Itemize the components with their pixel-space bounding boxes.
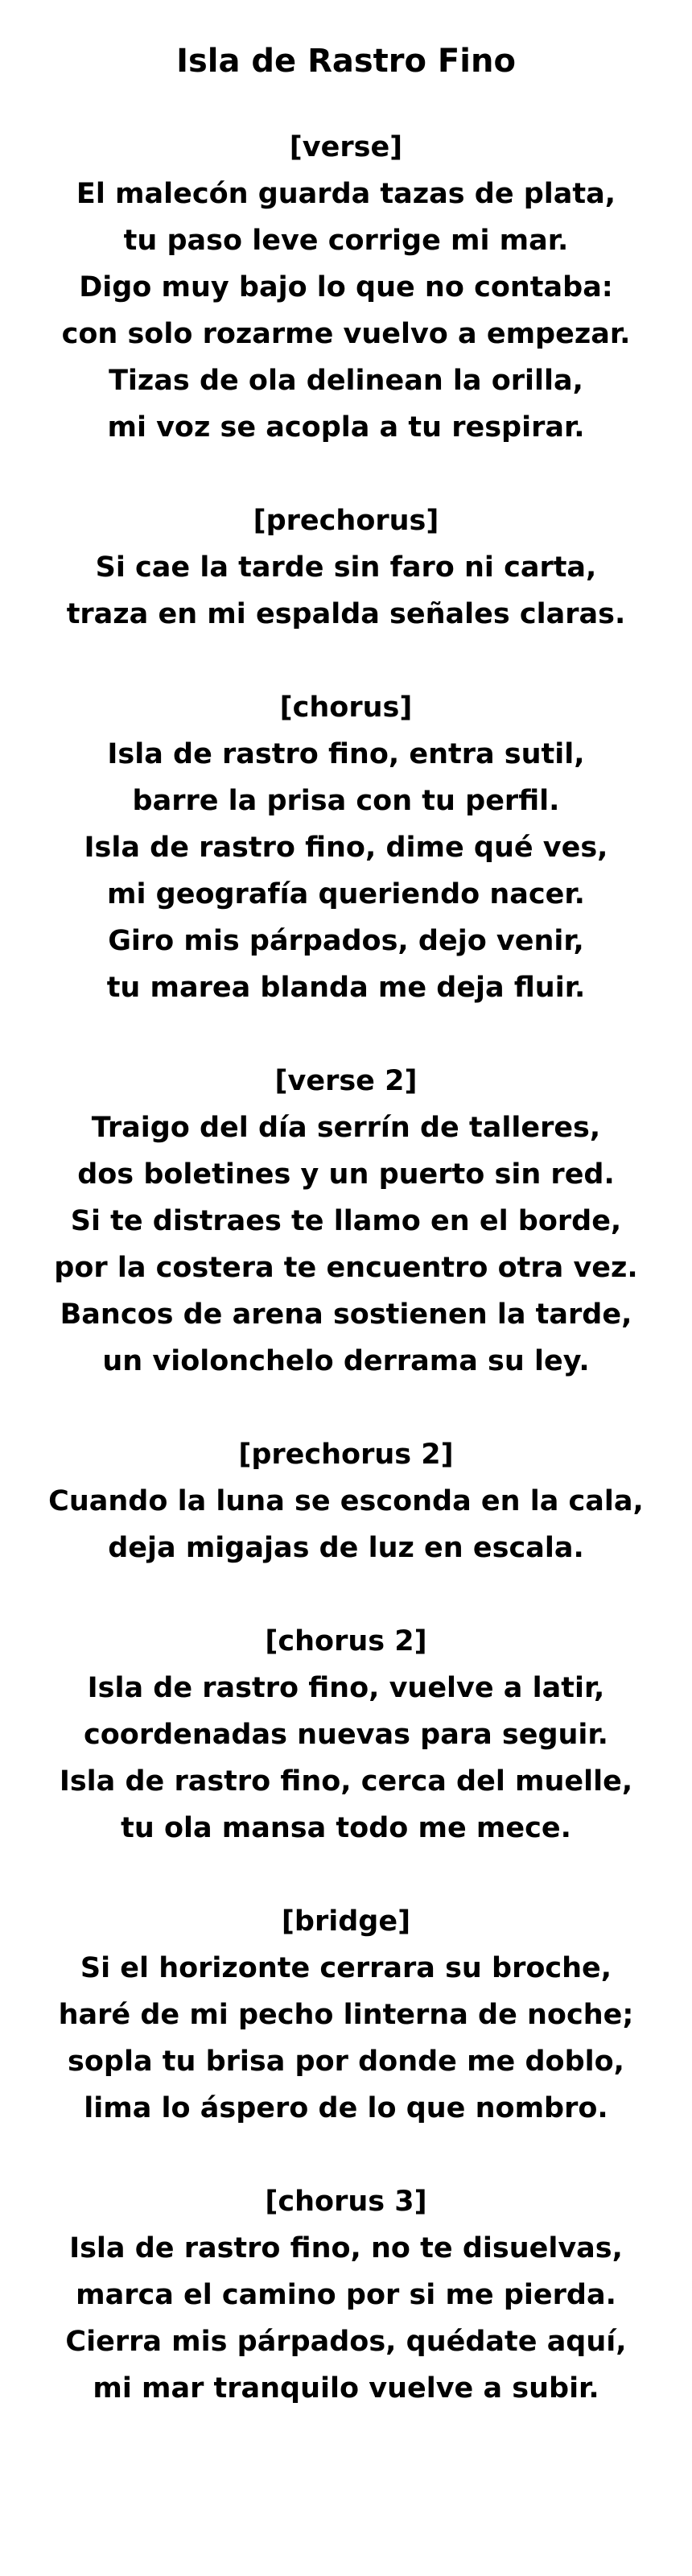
- lyric-line: Si te distraes te llamo en el borde,: [70, 1205, 622, 1237]
- section-label: [verse]: [289, 131, 403, 163]
- lyrics-section: [0, 124, 692, 451]
- lyric-line: marca el camino por si me pierda.: [76, 2279, 616, 2311]
- lyric-line: un violonchelo derrama su ley.: [102, 1345, 590, 1377]
- section-label: [verse 2]: [274, 1065, 418, 1097]
- lyric-line: con solo rozarme vuelvo a empezar.: [61, 318, 631, 350]
- section-label: [chorus]: [279, 691, 413, 724]
- lyric-line: tu paso leve corrige mi mar.: [123, 225, 569, 257]
- lyric-line: Isla de rastro fino, entra sutil,: [107, 738, 585, 770]
- section-label: [bridge]: [281, 1905, 411, 1938]
- lyric-line: Digo muy bajo lo que no contaba:: [79, 271, 613, 303]
- lyric-line: Cuando la luna se esconda en la cala,: [48, 1485, 644, 1517]
- lyric-line: coordenadas nuevas para seguir.: [84, 1719, 608, 1751]
- lyric-line: haré de mi pecho linterna de noche;: [58, 1999, 634, 2031]
- section-label: [prechorus 2]: [238, 1439, 454, 1471]
- lyric-line: Si cae la tarde sin faro ni carta,: [95, 551, 597, 584]
- lyrics-section: [0, 2178, 692, 2412]
- section-label: [prechorus]: [253, 505, 439, 537]
- lyric-line: tu ola mansa todo me mece.: [121, 1812, 571, 1844]
- lyric-line: Cierra mis párpados, quédate aquí,: [65, 2326, 627, 2358]
- lyric-line: mi geografía queriendo nacer.: [107, 878, 585, 910]
- lyric-line: sopla tu brisa por donde me doblo,: [68, 2046, 624, 2078]
- lyric-line: tu marea blanda me deja fluir.: [106, 972, 586, 1004]
- lyric-line: mi voz se acopla a tu respirar.: [107, 411, 585, 444]
- lyric-line: Giro mis párpados, dejo venir,: [108, 925, 584, 957]
- lyric-line: deja migajas de luz en escala.: [108, 1532, 584, 1564]
- lyrics-section: [0, 497, 692, 638]
- lyrics-body: [0, 124, 692, 2458]
- lyric-line: barre la prisa con tu perfil.: [132, 785, 560, 817]
- lyric-line: dos boletines y un puerto sin red.: [77, 1158, 615, 1191]
- section-label: [chorus 3]: [265, 2186, 427, 2218]
- lyric-line: Bancos de arena sostienen la tarde,: [60, 1298, 632, 1331]
- lyrics-section: [0, 1618, 692, 1852]
- section-label: [chorus 2]: [265, 1625, 427, 1657]
- lyrics-section: [0, 1058, 692, 1385]
- lyric-line: lima lo áspero de lo que nombro.: [84, 2092, 608, 2124]
- song-title: Isla de Rastro Fino: [176, 43, 516, 80]
- lyric-line: Isla de rastro fino, no te disuelvas,: [69, 2232, 623, 2264]
- lyric-line: Tizas de ola delinean la orilla,: [109, 365, 583, 397]
- lyric-line: Si el horizonte cerrara su broche,: [80, 1952, 612, 1984]
- lyric-line: Traigo del día serrín de talleres,: [91, 1112, 601, 1144]
- lyrics-section: [0, 684, 692, 1011]
- lyric-line: Isla de rastro fino, cerca del muelle,: [59, 1765, 633, 1798]
- lyrics-section: [0, 1431, 692, 1571]
- lyric-line: El malecón guarda tazas de plata,: [76, 178, 616, 210]
- lyric-line: por la costera te encuentro otra vez.: [54, 1252, 638, 1284]
- lyric-line: traza en mi espalda señales claras.: [66, 598, 626, 630]
- lyric-line: Isla de rastro fino, dime qué ves,: [84, 832, 608, 864]
- lyric-line: mi mar tranquilo vuelve a subir.: [93, 2372, 599, 2405]
- lyric-line: Isla de rastro fino, vuelve a latir,: [87, 1672, 605, 1704]
- lyrics-section: [0, 1898, 692, 2132]
